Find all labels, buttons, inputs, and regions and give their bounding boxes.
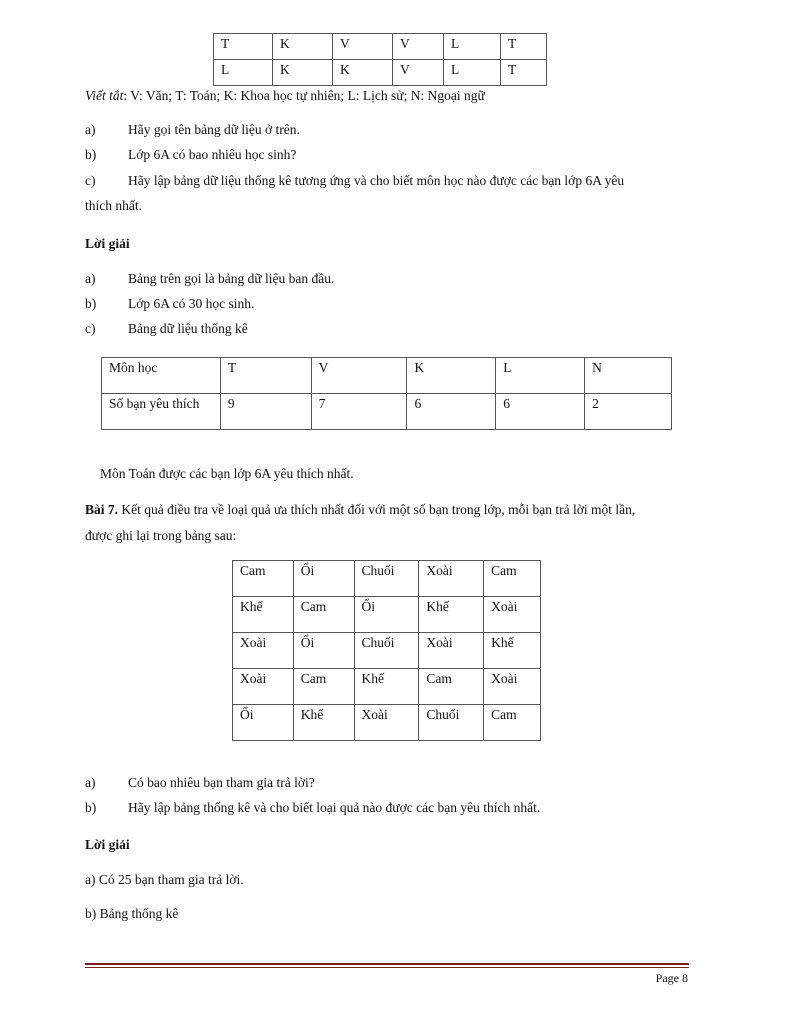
table-cell: Số bạn yêu thích: [102, 394, 221, 430]
table-cell: N: [585, 358, 672, 394]
table-cell: Khế: [293, 705, 354, 741]
conclusion-1: Môn Toán được các bạn lớp 6A yêu thích nhất.: [100, 466, 354, 481]
table-cell: Xoài: [233, 633, 294, 669]
table-row: [214, 34, 547, 60]
table-cell: Ổi: [354, 597, 419, 633]
table-cell: V: [333, 34, 393, 60]
table-row: [233, 633, 541, 669]
table-cell: T: [501, 34, 547, 60]
table-cell: Cam: [484, 561, 541, 597]
question2-a: a) Có bao nhiêu bạn tham gia trả lời?: [85, 775, 315, 790]
table-cell: 6: [496, 394, 585, 430]
table-cell: L: [444, 34, 501, 60]
answer-a: a) Bảng trên gọi là bảng dữ liệu ban đầu.: [85, 271, 335, 286]
question2-b: b) Hãy lập bảng thống kê và cho biết loại quả nào được các bạn yêu thích nhất.: [85, 800, 541, 815]
abbrev-label: Viết tắt: [85, 88, 124, 103]
table-cell: Ổi: [293, 633, 354, 669]
table-cell: 9: [220, 394, 311, 430]
table-cell: Chuối: [354, 561, 419, 597]
table-cell: Xoài: [354, 705, 419, 741]
table-cell: Khế: [354, 669, 419, 705]
table-cell: T: [220, 358, 311, 394]
table-cell: L: [444, 60, 501, 86]
table-row: [233, 669, 541, 705]
question-a: a) Hãy gọi tên bảng dữ liệu ở trên.: [85, 122, 300, 137]
table-cell: Khế: [484, 633, 541, 669]
table-cell: L: [496, 358, 585, 394]
stats-table: [101, 357, 672, 430]
answer2-b: b) Bảng thống kê: [85, 906, 179, 921]
table-cell: Khế: [233, 597, 294, 633]
bai7-label: Bài 7.: [85, 502, 119, 517]
table-cell: K: [407, 358, 496, 394]
table-cell: Môn học: [102, 358, 221, 394]
table-cell: T: [501, 60, 547, 86]
abbrev-text: : V: Văn; T: Toán; K: Khoa học tự nhiên; L: Lịch sử; N: Ngoại ngữ: [123, 88, 485, 103]
table-cell: Xoài: [419, 633, 484, 669]
table-cell: Cam: [293, 597, 354, 633]
footer-rule: [85, 963, 689, 965]
table-cell: Xoài: [233, 669, 294, 705]
table-row: [102, 394, 672, 430]
table-row: [102, 358, 672, 394]
table-cell: Cam: [233, 561, 294, 597]
solution-title: Lời giải: [85, 236, 130, 251]
question-c-cont: thích nhất.: [85, 198, 142, 213]
table-cell: K: [333, 60, 393, 86]
table-cell: Chuối: [354, 633, 419, 669]
table-cell: Cam: [293, 669, 354, 705]
table-row: [233, 561, 541, 597]
table-cell: 6: [407, 394, 496, 430]
fruit-table: [232, 560, 541, 741]
table-cell: 2: [585, 394, 672, 430]
table-cell: 7: [311, 394, 407, 430]
question-b: b) Lớp 6A có bao nhiêu học sinh?: [85, 147, 297, 162]
answer2-a: a) Có 25 bạn tham gia trả lời.: [85, 872, 244, 887]
table-cell: Ổi: [233, 705, 294, 741]
table-cell: Cam: [484, 705, 541, 741]
table-cell: K: [273, 34, 333, 60]
table-cell: Xoài: [419, 561, 484, 597]
table-cell: V: [393, 34, 444, 60]
question-c: c) Hãy lập bảng dữ liệu thống kê tương ứng và cho biết môn học nào được các bạn lớp 6A yêu: [85, 173, 625, 188]
abbrev-line: [85, 88, 485, 104]
table-cell: Ổi: [293, 561, 354, 597]
table-cell: Chuối: [419, 705, 484, 741]
solution-title-2: Lời giải: [85, 837, 130, 852]
answer-b: b) Lớp 6A có 30 học sinh.: [85, 296, 255, 311]
table-cell: Cam: [419, 669, 484, 705]
table-row: [233, 705, 541, 741]
answer-c: c) Bảng dữ liệu thống kê: [85, 321, 248, 336]
table-cell: V: [393, 60, 444, 86]
table-cell: Xoài: [484, 669, 541, 705]
bai7-cont: được ghi lại trong bảng sau:: [85, 528, 237, 543]
table-cell: K: [273, 60, 333, 86]
table-cell: L: [214, 60, 273, 86]
table-row: [233, 597, 541, 633]
bai7-line: Bài 7. Kết quả điều tra về loại quả ưa thích nhất đối với một số bạn trong lớp, mỗi bạn trả lời một lần,: [85, 502, 636, 517]
table-row: [214, 60, 547, 86]
page-number: Page 8: [655, 971, 688, 985]
raw-data-table: [213, 33, 547, 86]
table-cell: Xoài: [484, 597, 541, 633]
table-cell: V: [311, 358, 407, 394]
footer-rule-thin: [85, 967, 689, 968]
table-cell: T: [214, 34, 273, 60]
table-cell: Khế: [419, 597, 484, 633]
